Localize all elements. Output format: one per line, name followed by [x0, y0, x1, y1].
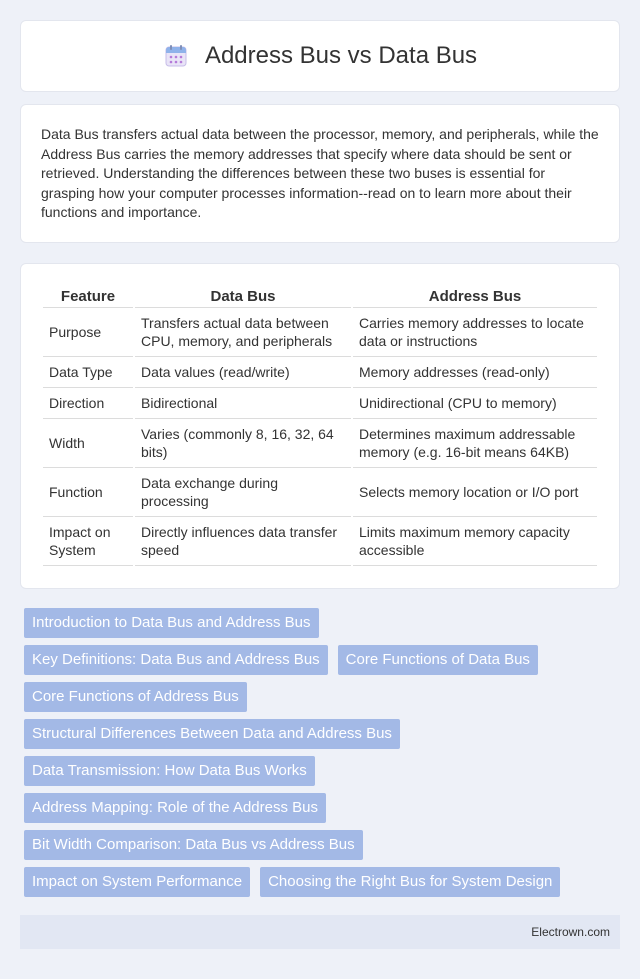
topic-tag[interactable]: Choosing the Right Bus for System Design	[260, 867, 560, 897]
tag-row	[20, 756, 620, 786]
table-cell: Transfers actual data between CPU, memory, and peripherals	[135, 308, 351, 357]
table-cell: Purpose	[43, 308, 133, 357]
table-cell: Function	[43, 468, 133, 517]
topic-tag[interactable]: Data Transmission: How Data Bus Works	[24, 756, 315, 786]
table-cell: Direction	[43, 388, 133, 419]
comparison-table	[41, 284, 599, 566]
table-cell: Determines maximum addressable memory (e.g. 16-bit means 64KB)	[353, 419, 597, 468]
topic-tag[interactable]: Bit Width Comparison: Data Bus vs Address Bus	[24, 830, 363, 860]
table-cell: Impact on System	[43, 517, 133, 566]
title-card	[20, 20, 620, 92]
table-cell: Bidirectional	[135, 388, 351, 419]
topic-tag[interactable]: Core Functions of Data Bus	[338, 645, 538, 675]
footer	[20, 915, 620, 949]
topic-tag[interactable]: Impact on System Performance	[24, 867, 250, 897]
table-row	[43, 388, 597, 419]
footer-credit: Electrown.com	[531, 925, 610, 939]
topic-tag[interactable]: Core Functions of Address Bus	[24, 682, 247, 712]
table-row	[43, 308, 597, 357]
table-cell: Width	[43, 419, 133, 468]
tag-row	[20, 867, 620, 897]
table-cell: Limits maximum memory capacity accessible	[353, 517, 597, 566]
topic-tag[interactable]: Key Definitions: Data Bus and Address Bus	[24, 645, 328, 675]
table-cell: Memory addresses (read-only)	[353, 357, 597, 388]
header-address-bus: Address Bus	[353, 284, 597, 308]
topic-tag[interactable]: Introduction to Data Bus and Address Bus	[24, 608, 319, 638]
table-cell: Directly influences data transfer speed	[135, 517, 351, 566]
tag-row	[20, 719, 620, 749]
comparison-card	[20, 263, 620, 589]
tag-row	[20, 682, 620, 712]
tag-row	[20, 645, 620, 675]
table-row	[43, 468, 597, 517]
tag-row	[20, 793, 620, 823]
table-cell: Data values (read/write)	[135, 357, 351, 388]
table-row	[43, 419, 597, 468]
table-cell: Data exchange during processing	[135, 468, 351, 517]
calendar-icon	[163, 43, 189, 69]
header-data-bus: Data Bus	[135, 284, 351, 308]
table-row	[43, 357, 597, 388]
table-cell: Unidirectional (CPU to memory)	[353, 388, 597, 419]
table-cell: Carries memory addresses to locate data or instructions	[353, 308, 597, 357]
intro-text: Data Bus transfers actual data between the processor, memory, and peripherals, while the Address Bus carries the memory addresses that specify where data should be sent or retrieved. Understanding the differences between these two buses is essential for grasping how your computer processes information--read on to learn more about their functions and importance.	[41, 126, 599, 220]
intro-card	[20, 104, 620, 243]
tag-row	[20, 608, 620, 638]
table-cell: Varies (commonly 8, 16, 32, 64 bits)	[135, 419, 351, 468]
topic-tag[interactable]: Address Mapping: Role of the Address Bus	[24, 793, 326, 823]
table-row	[43, 517, 597, 566]
table-header-row	[43, 284, 597, 308]
topic-tag[interactable]: Structural Differences Between Data and Address Bus	[24, 719, 400, 749]
table-cell: Selects memory location or I/O port	[353, 468, 597, 517]
table-cell: Data Type	[43, 357, 133, 388]
page-title: Address Bus vs Data Bus	[204, 42, 478, 69]
tag-row	[20, 830, 620, 860]
header-feature: Feature	[43, 284, 133, 308]
topic-tags	[20, 608, 620, 904]
